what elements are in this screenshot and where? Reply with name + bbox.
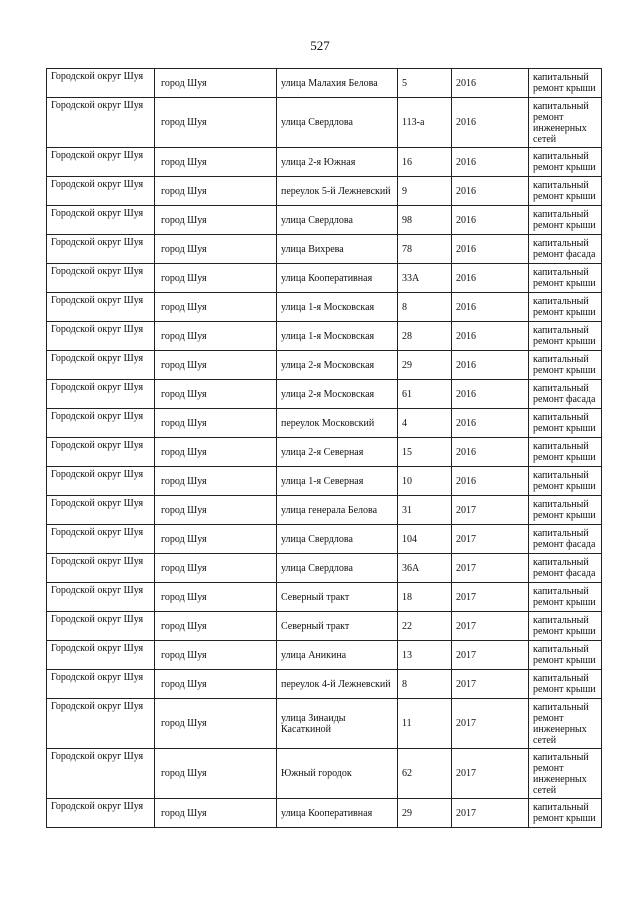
city-cell: город Шуя <box>155 98 277 148</box>
municipality-cell: Городской округ Шуя <box>47 409 155 438</box>
year-cell: 2016 <box>452 177 529 206</box>
street-cell: улица 2-я Южная <box>277 148 398 177</box>
municipality-cell: Городской округ Шуя <box>47 583 155 612</box>
table-row <box>47 749 602 799</box>
work-type-cell: капитальный ремонт инженерных сетей <box>529 749 602 799</box>
house-number-cell: 16 <box>398 148 452 177</box>
house-number-cell: 8 <box>398 293 452 322</box>
city-cell: город Шуя <box>155 799 277 828</box>
year-cell: 2017 <box>452 583 529 612</box>
house-number-cell: 98 <box>398 206 452 235</box>
street-cell: улица 1-я Московская <box>277 322 398 351</box>
city-cell: город Шуя <box>155 177 277 206</box>
year-cell: 2016 <box>452 98 529 148</box>
municipality-cell: Городской округ Шуя <box>47 206 155 235</box>
house-number-cell: 61 <box>398 380 452 409</box>
table-row <box>47 177 602 206</box>
municipality-cell: Городской округ Шуя <box>47 641 155 670</box>
city-cell: город Шуя <box>155 235 277 264</box>
house-number-cell: 113-а <box>398 98 452 148</box>
house-number-cell: 15 <box>398 438 452 467</box>
house-number-cell: 22 <box>398 612 452 641</box>
table-row <box>47 98 602 148</box>
work-type-cell: капитальный ремонт крыши <box>529 641 602 670</box>
page-number: 527 <box>310 38 330 53</box>
street-cell: улица 2-я Московская <box>277 380 398 409</box>
year-cell: 2017 <box>452 525 529 554</box>
year-cell: 2017 <box>452 799 529 828</box>
house-number-cell: 28 <box>398 322 452 351</box>
work-type-cell: капитальный ремонт крыши <box>529 148 602 177</box>
city-cell: город Шуя <box>155 583 277 612</box>
house-number-cell: 10 <box>398 467 452 496</box>
street-cell: переулок Московский <box>277 409 398 438</box>
year-cell: 2017 <box>452 612 529 641</box>
house-number-cell: 29 <box>398 799 452 828</box>
municipality-cell: Городской округ Шуя <box>47 69 155 98</box>
street-cell: улица Вихрева <box>277 235 398 264</box>
municipality-cell: Городской округ Шуя <box>47 380 155 409</box>
year-cell: 2016 <box>452 235 529 264</box>
street-cell: улица Зинаиды Касаткиной <box>277 699 398 749</box>
table-row <box>47 409 602 438</box>
house-number-cell: 29 <box>398 351 452 380</box>
house-number-cell: 11 <box>398 699 452 749</box>
house-number-cell: 5 <box>398 69 452 98</box>
city-cell: город Шуя <box>155 380 277 409</box>
year-cell: 2017 <box>452 554 529 583</box>
street-cell: переулок 5-й Лежневский <box>277 177 398 206</box>
work-type-cell: капитальный ремонт крыши <box>529 467 602 496</box>
city-cell: город Шуя <box>155 641 277 670</box>
city-cell: город Шуя <box>155 670 277 699</box>
municipality-cell: Городской округ Шуя <box>47 467 155 496</box>
table-row <box>47 670 602 699</box>
city-cell: город Шуя <box>155 206 277 235</box>
work-type-cell: капитальный ремонт крыши <box>529 322 602 351</box>
table-row <box>47 699 602 749</box>
work-type-cell: капитальный ремонт крыши <box>529 496 602 525</box>
table-row <box>47 525 602 554</box>
housing-repair-table <box>46 68 602 828</box>
table-body <box>47 69 602 828</box>
year-cell: 2016 <box>452 438 529 467</box>
street-cell: переулок 4-й Лежневский <box>277 670 398 699</box>
city-cell: город Шуя <box>155 409 277 438</box>
table-row <box>47 351 602 380</box>
table-row <box>47 612 602 641</box>
year-cell: 2017 <box>452 699 529 749</box>
street-cell: улица генерала Белова <box>277 496 398 525</box>
municipality-cell: Городской округ Шуя <box>47 699 155 749</box>
house-number-cell: 31 <box>398 496 452 525</box>
municipality-cell: Городской округ Шуя <box>47 554 155 583</box>
year-cell: 2017 <box>452 641 529 670</box>
street-cell: Северный тракт <box>277 612 398 641</box>
municipality-cell: Городской округ Шуя <box>47 799 155 828</box>
work-type-cell: капитальный ремонт крыши <box>529 409 602 438</box>
house-number-cell: 33А <box>398 264 452 293</box>
work-type-cell: капитальный ремонт крыши <box>529 69 602 98</box>
municipality-cell: Городской округ Шуя <box>47 612 155 641</box>
city-cell: город Шуя <box>155 322 277 351</box>
table-row <box>47 554 602 583</box>
work-type-cell: капитальный ремонт инженерных сетей <box>529 699 602 749</box>
city-cell: город Шуя <box>155 148 277 177</box>
work-type-cell: капитальный ремонт фасада <box>529 525 602 554</box>
city-cell: город Шуя <box>155 525 277 554</box>
street-cell: Южный городок <box>277 749 398 799</box>
municipality-cell: Городской округ Шуя <box>47 351 155 380</box>
municipality-cell: Городской округ Шуя <box>47 264 155 293</box>
city-cell: город Шуя <box>155 351 277 380</box>
work-type-cell: капитальный ремонт фасада <box>529 235 602 264</box>
municipality-cell: Городской округ Шуя <box>47 670 155 699</box>
municipality-cell: Городской округ Шуя <box>47 235 155 264</box>
year-cell: 2016 <box>452 467 529 496</box>
table-row <box>47 438 602 467</box>
house-number-cell: 4 <box>398 409 452 438</box>
table-row <box>47 380 602 409</box>
city-cell: город Шуя <box>155 467 277 496</box>
year-cell: 2016 <box>452 409 529 438</box>
table-row <box>47 69 602 98</box>
municipality-cell: Городской округ Шуя <box>47 438 155 467</box>
city-cell: город Шуя <box>155 699 277 749</box>
street-cell: улица 2-я Северная <box>277 438 398 467</box>
work-type-cell: капитальный ремонт крыши <box>529 206 602 235</box>
municipality-cell: Городской округ Шуя <box>47 98 155 148</box>
work-type-cell: капитальный ремонт фасада <box>529 380 602 409</box>
city-cell: город Шуя <box>155 69 277 98</box>
table-row <box>47 148 602 177</box>
year-cell: 2017 <box>452 749 529 799</box>
street-cell: улица Свердлова <box>277 554 398 583</box>
street-cell: улица Малахия Белова <box>277 69 398 98</box>
street-cell: улица 1-я Северная <box>277 467 398 496</box>
table-row <box>47 206 602 235</box>
municipality-cell: Городской округ Шуя <box>47 177 155 206</box>
table-row <box>47 496 602 525</box>
table-row <box>47 641 602 670</box>
house-number-cell: 13 <box>398 641 452 670</box>
city-cell: город Шуя <box>155 293 277 322</box>
work-type-cell: капитальный ремонт крыши <box>529 177 602 206</box>
city-cell: город Шуя <box>155 554 277 583</box>
year-cell: 2016 <box>452 351 529 380</box>
house-number-cell: 62 <box>398 749 452 799</box>
street-cell: улица 1-я Московская <box>277 293 398 322</box>
municipality-cell: Городской округ Шуя <box>47 322 155 351</box>
street-cell: улица Аникина <box>277 641 398 670</box>
table-row <box>47 322 602 351</box>
municipality-cell: Городской округ Шуя <box>47 293 155 322</box>
work-type-cell: капитальный ремонт крыши <box>529 799 602 828</box>
work-type-cell: капитальный ремонт крыши <box>529 351 602 380</box>
street-cell: улица Кооперативная <box>277 799 398 828</box>
house-number-cell: 78 <box>398 235 452 264</box>
work-type-cell: капитальный ремонт инженерных сетей <box>529 98 602 148</box>
street-cell: улица Свердлова <box>277 206 398 235</box>
work-type-cell: капитальный ремонт фасада <box>529 554 602 583</box>
house-number-cell: 18 <box>398 583 452 612</box>
year-cell: 2016 <box>452 69 529 98</box>
municipality-cell: Городской округ Шуя <box>47 525 155 554</box>
street-cell: улица Кооперативная <box>277 264 398 293</box>
table-row <box>47 583 602 612</box>
street-cell: улица Свердлова <box>277 525 398 554</box>
table-row <box>47 264 602 293</box>
city-cell: город Шуя <box>155 749 277 799</box>
year-cell: 2016 <box>452 322 529 351</box>
year-cell: 2016 <box>452 206 529 235</box>
house-number-cell: 104 <box>398 525 452 554</box>
year-cell: 2016 <box>452 293 529 322</box>
city-cell: город Шуя <box>155 612 277 641</box>
table-row <box>47 293 602 322</box>
city-cell: город Шуя <box>155 438 277 467</box>
municipality-cell: Городской округ Шуя <box>47 749 155 799</box>
city-cell: город Шуя <box>155 496 277 525</box>
work-type-cell: капитальный ремонт крыши <box>529 293 602 322</box>
city-cell: город Шуя <box>155 264 277 293</box>
municipality-cell: Городской округ Шуя <box>47 148 155 177</box>
work-type-cell: капитальный ремонт крыши <box>529 670 602 699</box>
year-cell: 2016 <box>452 264 529 293</box>
work-type-cell: капитальный ремонт крыши <box>529 264 602 293</box>
work-type-cell: капитальный ремонт крыши <box>529 438 602 467</box>
street-cell: улица 2-я Московская <box>277 351 398 380</box>
work-type-cell: капитальный ремонт крыши <box>529 612 602 641</box>
year-cell: 2017 <box>452 496 529 525</box>
work-type-cell: капитальный ремонт крыши <box>529 583 602 612</box>
table-row <box>47 799 602 828</box>
municipality-cell: Городской округ Шуя <box>47 496 155 525</box>
table-row <box>47 467 602 496</box>
year-cell: 2016 <box>452 380 529 409</box>
table-row <box>47 235 602 264</box>
house-number-cell: 36А <box>398 554 452 583</box>
street-cell: улица Свердлова <box>277 98 398 148</box>
year-cell: 2016 <box>452 148 529 177</box>
year-cell: 2017 <box>452 670 529 699</box>
house-number-cell: 9 <box>398 177 452 206</box>
street-cell: Северный тракт <box>277 583 398 612</box>
house-number-cell: 8 <box>398 670 452 699</box>
